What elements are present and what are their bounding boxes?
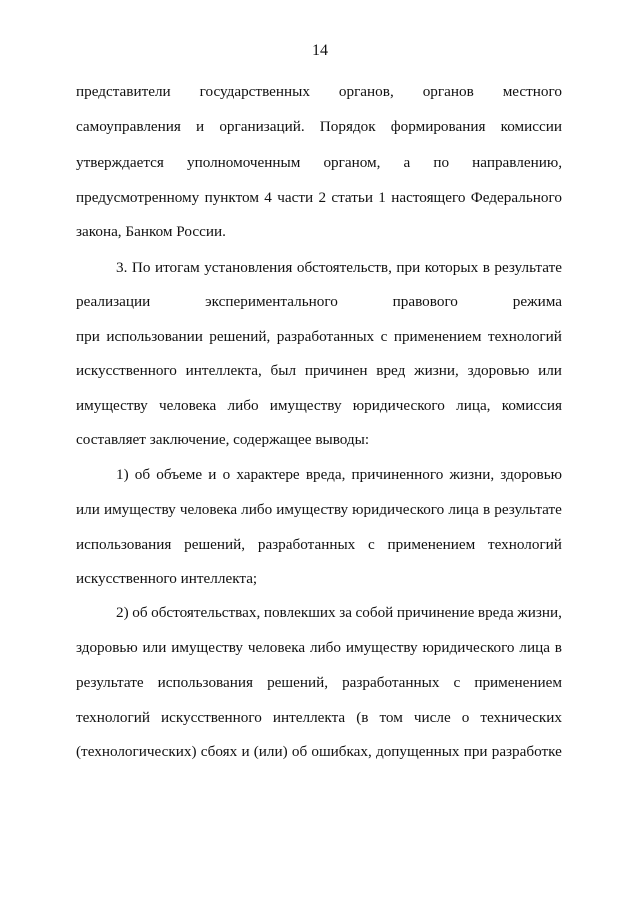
text-line xyxy=(116,258,562,278)
word: комиссия xyxy=(501,397,562,414)
word: реализации xyxy=(76,293,151,310)
word: жизни, xyxy=(414,362,459,379)
word: причиненного xyxy=(351,466,444,483)
word: обстоятельствах, xyxy=(151,604,261,621)
text-line xyxy=(76,117,562,137)
word: в xyxy=(483,501,491,518)
text-line xyxy=(76,708,562,728)
word: с xyxy=(380,328,388,345)
word: имуществу xyxy=(345,639,418,656)
word: 1) xyxy=(116,466,129,483)
word: (в xyxy=(356,709,369,726)
word: вреда xyxy=(477,604,514,621)
word: правового xyxy=(392,293,458,310)
text-line xyxy=(76,569,562,589)
word: технологий xyxy=(487,536,562,553)
word: По xyxy=(131,259,151,276)
word: сбоях xyxy=(200,743,238,760)
word: интеллекта, xyxy=(185,362,262,379)
page-number: 14 xyxy=(312,42,328,59)
word: обстоятельств, xyxy=(296,259,392,276)
word: разработанных xyxy=(276,328,375,345)
word: технологий xyxy=(487,328,562,345)
word: решений, xyxy=(209,328,271,345)
word: 2) xyxy=(116,604,129,621)
word: Федерального xyxy=(470,189,562,206)
word: человека xyxy=(247,639,306,656)
word: имуществу xyxy=(171,639,243,656)
word: том xyxy=(379,709,403,726)
text-line xyxy=(76,535,562,555)
word: за xyxy=(339,604,352,621)
word: (или) xyxy=(253,743,288,760)
word: был xyxy=(270,362,297,379)
word: при xyxy=(463,743,488,760)
word: а xyxy=(403,154,411,171)
word: о xyxy=(222,466,231,483)
text-line xyxy=(76,742,562,762)
text-line xyxy=(76,153,562,173)
word: с xyxy=(453,674,461,691)
text-line xyxy=(76,82,562,102)
text-line xyxy=(76,222,562,242)
word: использования xyxy=(157,674,254,691)
text-line xyxy=(116,465,562,485)
word: комиссии xyxy=(500,118,562,135)
word: организаций. xyxy=(219,118,305,135)
word: органов xyxy=(422,83,474,100)
word: режима xyxy=(512,293,562,310)
word: направлению, xyxy=(472,154,562,171)
word: решений, xyxy=(184,536,246,553)
word: интеллекта xyxy=(272,709,346,726)
word: лица, xyxy=(456,397,491,414)
word: органом, xyxy=(323,154,381,171)
word: допущенных xyxy=(375,743,460,760)
word: 3. xyxy=(116,259,128,276)
text-line xyxy=(76,673,562,693)
word: пунктом xyxy=(204,189,259,206)
word: итогам xyxy=(154,259,200,276)
word: Порядок xyxy=(319,118,376,135)
word: или xyxy=(142,639,167,656)
word: человека xyxy=(159,397,217,414)
word: органов, xyxy=(338,83,394,100)
word: либо xyxy=(309,639,341,656)
text-line xyxy=(76,430,562,450)
word: разработанных xyxy=(342,674,440,691)
word: имуществу xyxy=(276,501,349,518)
word: об xyxy=(134,466,151,483)
word: и xyxy=(208,466,217,483)
word: по xyxy=(433,154,450,171)
word: установления xyxy=(204,259,293,276)
word: в xyxy=(482,259,490,276)
word: результате xyxy=(494,259,562,276)
word: утверждается xyxy=(76,154,164,171)
word: жизни, xyxy=(449,466,495,483)
word: юридического xyxy=(352,397,445,414)
word: и xyxy=(196,118,205,135)
word: представители xyxy=(76,83,171,100)
text-line xyxy=(76,188,562,208)
word: или xyxy=(76,501,100,518)
text-line xyxy=(76,292,562,312)
word: здоровью xyxy=(500,466,562,483)
word: искусственного интеллекта; xyxy=(76,570,258,587)
word: юридического xyxy=(352,501,445,518)
word: применением xyxy=(393,328,482,345)
text-line xyxy=(76,500,562,520)
word: технических xyxy=(480,709,562,726)
word: юридического xyxy=(422,639,515,656)
word: числе xyxy=(413,709,451,726)
word: с xyxy=(368,536,375,553)
word: 2 xyxy=(318,189,327,206)
word: результате xyxy=(76,674,144,691)
word: повлекших xyxy=(263,604,336,621)
word: уполномоченным xyxy=(186,154,301,171)
word: разработке xyxy=(491,743,562,760)
text-line xyxy=(116,603,562,623)
word: об xyxy=(132,604,148,621)
word: использования xyxy=(76,536,172,553)
word: о xyxy=(461,709,470,726)
word: имуществу xyxy=(103,501,176,518)
word: жизни, xyxy=(517,604,562,621)
word: объеме xyxy=(156,466,203,483)
word: результате xyxy=(494,501,562,518)
word: применением xyxy=(474,674,562,691)
word: статьи xyxy=(331,189,373,206)
word: составляет заключение, содержащее выводы: xyxy=(76,431,370,448)
word: человека xyxy=(179,501,238,518)
word: формирования xyxy=(390,118,486,135)
word: закона, Банком России. xyxy=(76,223,226,240)
word: причинен xyxy=(304,362,368,379)
word: в xyxy=(554,639,562,656)
word: самоуправления xyxy=(76,118,181,135)
word: местного xyxy=(502,83,562,100)
word: разработанных xyxy=(257,536,356,553)
word: здоровью xyxy=(76,639,138,656)
word: государственных xyxy=(199,83,310,100)
word: использовании xyxy=(106,328,203,345)
word: экспериментального xyxy=(205,293,338,310)
word: технологий xyxy=(76,709,150,726)
word: (технологических) xyxy=(76,743,197,760)
word: собой xyxy=(355,604,394,621)
word: части xyxy=(277,189,314,206)
word: 1 xyxy=(378,189,386,206)
word: имуществу xyxy=(269,397,342,414)
word: ошибках, xyxy=(311,743,372,760)
word: характере xyxy=(236,466,300,483)
word: лица xyxy=(519,639,550,656)
word: при xyxy=(396,259,421,276)
word: искусственного xyxy=(160,709,262,726)
word: и xyxy=(241,743,250,760)
word: вред xyxy=(376,362,406,379)
word: либо xyxy=(241,501,273,518)
word: причинение xyxy=(396,604,475,621)
word: применением xyxy=(387,536,476,553)
word: искусственного xyxy=(76,362,177,379)
word: при xyxy=(76,328,100,345)
text-line xyxy=(76,638,562,658)
word: вреда, xyxy=(305,466,346,483)
word: решений, xyxy=(267,674,329,691)
word: об xyxy=(291,743,308,760)
word: имуществу xyxy=(76,397,148,414)
word: здоровью xyxy=(467,362,530,379)
word: 4 xyxy=(264,189,272,206)
text-line xyxy=(76,361,562,381)
text-line xyxy=(76,327,562,347)
word: настоящего xyxy=(391,189,466,206)
word: предусмотренному xyxy=(76,189,200,206)
word: лица xyxy=(448,501,479,518)
text-line xyxy=(76,396,562,416)
word: либо xyxy=(227,397,259,414)
word: которых xyxy=(424,259,479,276)
word: или xyxy=(538,362,562,379)
